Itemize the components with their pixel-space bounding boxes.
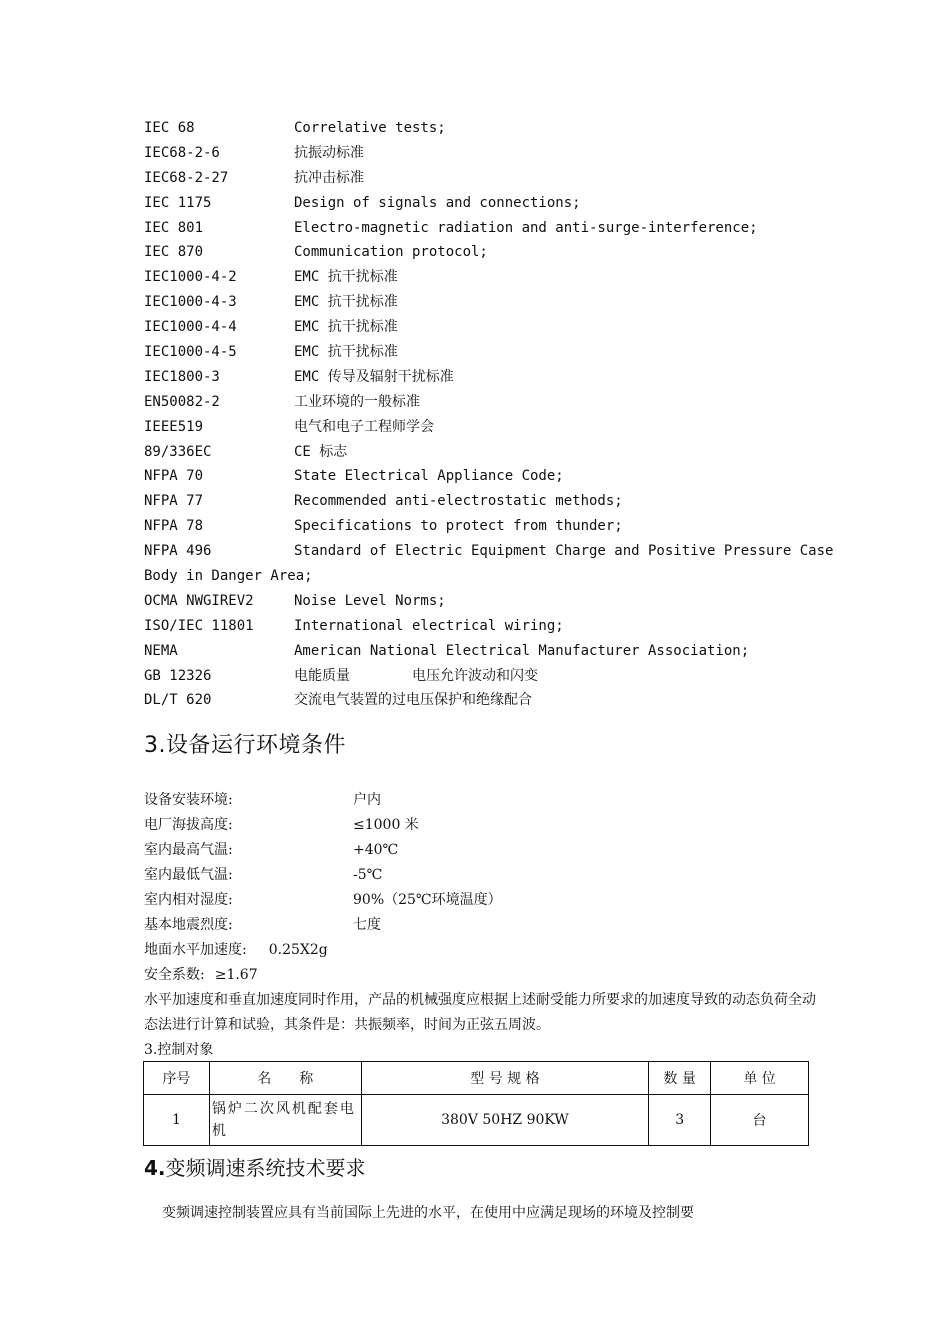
standard-desc: 交流电气装置的过电压保护和绝缘配合 — [294, 692, 532, 709]
env-label: 设备安装环境: — [144, 792, 233, 808]
env-value: ≥1.67 — [214, 967, 258, 983]
standard-desc: EMC 抗干扰标准 — [294, 294, 398, 311]
standard-row — [144, 116, 824, 141]
standard-code: NEMA — [144, 642, 178, 659]
section-4-title: 变频调速系统技术要求 — [165, 1156, 366, 1180]
standard-code: OCMA NWGIREV2 — [144, 592, 254, 609]
table-header-row — [144, 1062, 809, 1095]
standard-row — [144, 340, 824, 365]
header-name: 名 称 — [209, 1062, 361, 1095]
standard-code: IEC1000-4-3 — [144, 294, 237, 311]
header-unit: 单 位 — [711, 1062, 809, 1095]
header-spec: 型 号 规 格 — [361, 1062, 649, 1095]
env-value: 0.25X2g — [268, 942, 328, 958]
standard-row — [144, 240, 824, 265]
env-value: 七度 — [353, 917, 381, 933]
standard-desc-part: 电能质量 — [294, 667, 350, 684]
standard-desc: EMC 抗干扰标准 — [294, 344, 398, 361]
standard-code: IEC 801 — [144, 219, 204, 236]
env-row — [144, 913, 824, 938]
control-object-title: 3.控制对象 — [144, 1042, 214, 1058]
standard-row — [144, 489, 824, 514]
section-4-heading — [144, 1152, 366, 1181]
standard-desc: 抗振动标准 — [294, 144, 364, 161]
acceleration-note: 水平加速度和垂直加速度同时作用，产品的机械强度应根据上述耐受能力所要求的加速度导致的动态负荷全动态法进行计算和试验，其条件是：共振频率，时间为正弦五周波。 — [144, 992, 816, 1033]
env-row — [144, 813, 824, 838]
standard-code: IEC1000-4-4 — [144, 319, 237, 336]
standard-row — [144, 539, 834, 564]
standard-desc: American National Electrical Manufacturer Association; — [294, 642, 750, 659]
env-label: 地面水平加速度: — [144, 942, 247, 958]
standard-desc: Recommended anti-electrostatic methods; — [294, 493, 623, 510]
environment-conditions — [144, 788, 824, 1038]
standard-code: NFPA 78 — [144, 518, 204, 535]
standard-code: DL/T 620 — [144, 692, 212, 709]
standard-code: IEC68-2-27 — [144, 169, 229, 186]
env-label: 基本地震烈度: — [144, 917, 233, 933]
standard-desc: Standard of Electric Equipment Charge and Positive Pressure Case — [294, 543, 834, 560]
standard-row — [144, 365, 824, 390]
section-3-heading: 3.设备运行环境条件 — [144, 733, 346, 758]
standard-row — [144, 290, 824, 315]
standard-code: NFPA 496 — [144, 543, 212, 560]
standard-row — [144, 464, 824, 489]
env-label: 室内最高气温: — [144, 842, 233, 858]
standards-list — [144, 116, 834, 713]
standard-code: GB 12326 — [144, 667, 212, 684]
standard-desc: Design of signals and connections; — [294, 194, 581, 211]
standard-desc: EMC 抗干扰标准 — [294, 269, 398, 286]
standard-code: IEC 870 — [144, 244, 204, 261]
standard-code: ISO/IEC 11801 — [144, 617, 254, 634]
standard-row — [144, 614, 824, 639]
standard-desc: CE 标志 — [294, 443, 348, 460]
standard-desc: 工业环境的一般标准 — [294, 393, 420, 410]
standard-desc: 抗冲击标准 — [294, 169, 364, 186]
env-row — [144, 938, 824, 963]
standard-row — [144, 390, 824, 415]
standard-desc: Specifications to protect from thunder; — [294, 518, 623, 535]
env-value: ≤1000 米 — [353, 817, 419, 833]
standard-row — [144, 688, 824, 713]
standard-desc: Noise Level Norms; — [294, 592, 446, 609]
env-row — [144, 963, 824, 988]
standard-code: IEC1000-4-2 — [144, 269, 237, 286]
cell-unit: 台 — [711, 1095, 809, 1146]
env-value: -5℃ — [353, 867, 383, 883]
env-label: 安全系数: — [144, 967, 205, 983]
section-4-number: 4. — [144, 1156, 166, 1180]
env-value: +40℃ — [353, 842, 399, 858]
cell-spec: 380V 50HZ 90KW — [361, 1095, 649, 1146]
standard-row — [144, 265, 824, 290]
cell-qty: 3 — [649, 1095, 711, 1146]
standard-row — [144, 664, 824, 689]
standard-code: IEC68-2-6 — [144, 144, 220, 161]
standard-desc — [294, 664, 538, 689]
standard-row — [144, 166, 824, 191]
standard-row — [144, 216, 824, 241]
env-value: 户内 — [353, 792, 381, 808]
standard-row — [144, 639, 824, 664]
section-4-paragraph: 变频调速控制装置应具有当前国际上先进的水平，在使用中应满足现场的环境及控制要 — [162, 1205, 694, 1221]
cell-no: 1 — [144, 1095, 210, 1146]
standard-row — [144, 440, 824, 465]
standard-desc: EMC 传导及辐射干扰标准 — [294, 368, 454, 385]
standard-row — [144, 514, 824, 539]
cell-name: 锅炉二次风机配套电机 — [209, 1095, 361, 1146]
standard-code: IEC1000-4-5 — [144, 344, 237, 361]
standard-row — [144, 315, 824, 340]
env-label: 室内相对湿度: — [144, 892, 233, 908]
standard-code: NFPA 70 — [144, 468, 204, 485]
env-row — [144, 888, 824, 913]
standard-desc: Communication protocol; — [294, 244, 488, 261]
control-object-table — [143, 1061, 809, 1146]
standard-code: EN50082-2 — [144, 393, 220, 410]
standard-row — [144, 191, 824, 216]
standard-row — [144, 141, 824, 166]
standard-desc: Correlative tests; — [294, 120, 446, 136]
standard-desc: 电气和电子工程师学会 — [294, 418, 434, 435]
standard-row — [144, 415, 824, 440]
standard-code: IEC 68 — [144, 120, 195, 136]
standard-desc: EMC 抗干扰标准 — [294, 319, 398, 336]
standard-code: IEEE519 — [144, 418, 204, 435]
standard-code: IEC1800-3 — [144, 368, 220, 385]
standard-code: NFPA 77 — [144, 493, 204, 510]
env-value: 90%（25℃环境温度） — [353, 892, 502, 908]
table-row — [144, 1095, 809, 1146]
standard-desc: International electrical wiring; — [294, 617, 564, 634]
standard-code: IEC 1175 — [144, 194, 212, 211]
standard-code: 89/336EC — [144, 443, 212, 460]
standard-desc: State Electrical Appliance Code; — [294, 468, 564, 485]
header-qty: 数 量 — [649, 1062, 711, 1095]
standard-desc-continuation: Body in Danger Area; — [144, 568, 313, 585]
header-no: 序号 — [144, 1062, 210, 1095]
env-row — [144, 788, 824, 813]
env-row — [144, 838, 824, 863]
env-row — [144, 863, 824, 888]
env-label: 电厂海拔高度: — [144, 817, 233, 833]
env-label: 室内最低气温: — [144, 867, 233, 883]
standard-desc: Electro-magnetic radiation and anti-surge-interference; — [294, 219, 758, 236]
standard-row — [144, 589, 824, 614]
standard-desc-part: 电压允许波动和闪变 — [412, 667, 538, 684]
